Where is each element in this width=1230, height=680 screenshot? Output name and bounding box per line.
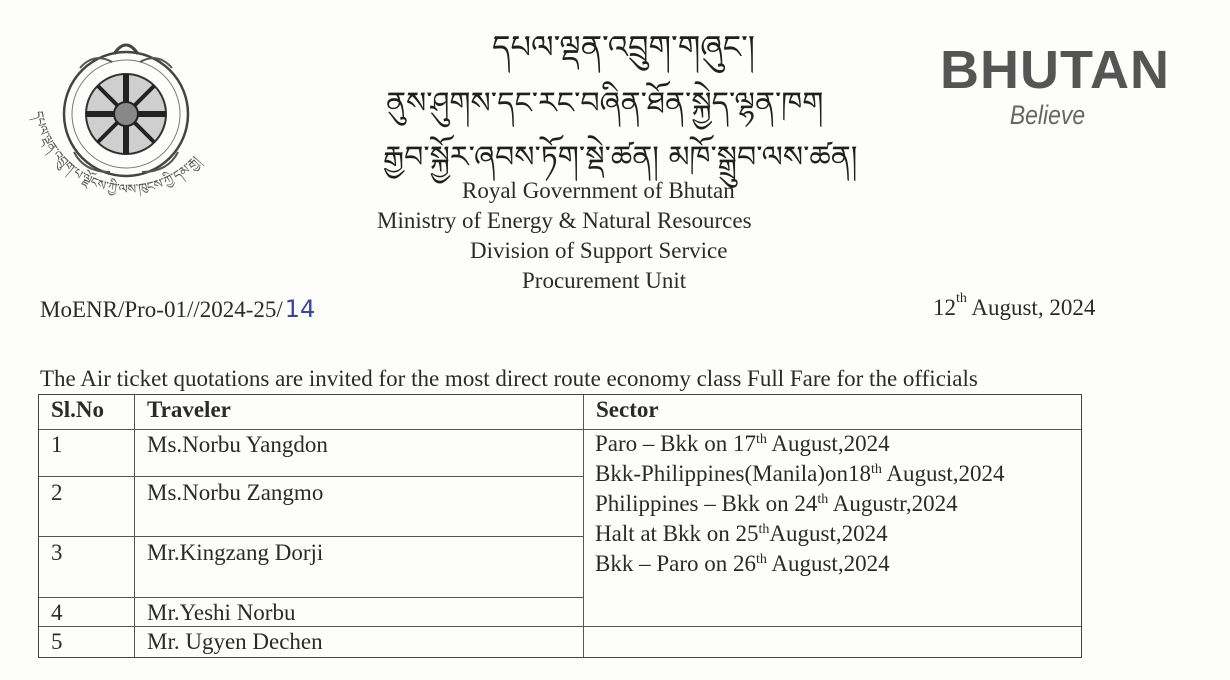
reference-text: MoENR/Pro-01//2024-25/ [40,297,283,322]
date-day: 12 [933,295,956,320]
brand-name: BHUTAN [940,40,1170,100]
row3-traveler: Mr.Kingzang Dorji [147,540,324,565]
org-division: Division of Support Service [470,238,728,263]
bhutan-brand-logo [940,40,1170,130]
row2-traveler: Ms.Norbu Zangmo [147,480,324,505]
tibetan-heading-line1: དཔལ་ལྡན་འབྲུག་གཞུང་། [492,28,755,66]
row1-traveler: Ms.Norbu Yangdon [147,432,328,457]
sector-line: Halt at Bkk on 25thAugust,2024 [595,521,888,546]
row3-slno: 3 [51,540,63,565]
row2-slno: 2 [51,480,63,505]
sector-details [595,429,1005,579]
tibetan-heading-line3: རྒྱབ་སྐྱོར་ཞབས་ཏོག་སྡེ་ཚན། མཁོ་སྒྲུབ་ལས་ཚན། [383,140,858,175]
org-unit: Procurement Unit [522,268,687,293]
row4-traveler: Mr.Yeshi Norbu [147,600,296,625]
row5-traveler: Mr. Ugyen Dechen [147,629,323,654]
letter-date [933,291,1096,321]
row1-slno: 1 [51,432,63,457]
header-slno: Sl.No [51,397,105,422]
travel-table [38,394,1082,658]
tibetan-heading-line2: ནུས་ཤུགས་དང་རང་བཞིན་ཐོན་སྐྱེད་ལྷན་ཁག [386,86,824,121]
org-ministry: Ministry of Energy & Natural Resources [377,208,752,233]
date-sup: th [956,291,967,306]
sector-line: Bkk-Philippines(Manila)on18th August,2024 [595,461,1005,486]
handwritten-ref-number: 14 [284,295,316,323]
row5-slno: 5 [51,629,63,654]
row4-slno: 4 [51,600,63,625]
intro-paragraph: The Air ticket quotations are invited for the most direct route economy class Full Fare for the officials [40,366,978,391]
sector-line: Paro – Bkk on 17th August,2024 [595,431,890,456]
date-rest: August, 2024 [966,295,1096,320]
header-sector: Sector [596,397,659,422]
brand-tagline: Believe [1009,100,1086,130]
sector-line: Philippines – Bkk on 24th Augustr,2024 [595,491,958,516]
sector-line: Bkk – Paro on 26th August,2024 [595,551,890,576]
reference-number [40,295,315,323]
header-traveler: Traveler [147,397,231,422]
org-government: Royal Government of Bhutan [462,178,735,203]
royal-emblem [14,22,244,222]
emblem-seal-text: དཔལ་ལྡན་འབྲུག་པ་ལྗོངས་ཀྱི་ལས་ཁུངས་ཀྱི་དམ་རྒྱ། [29,109,204,198]
